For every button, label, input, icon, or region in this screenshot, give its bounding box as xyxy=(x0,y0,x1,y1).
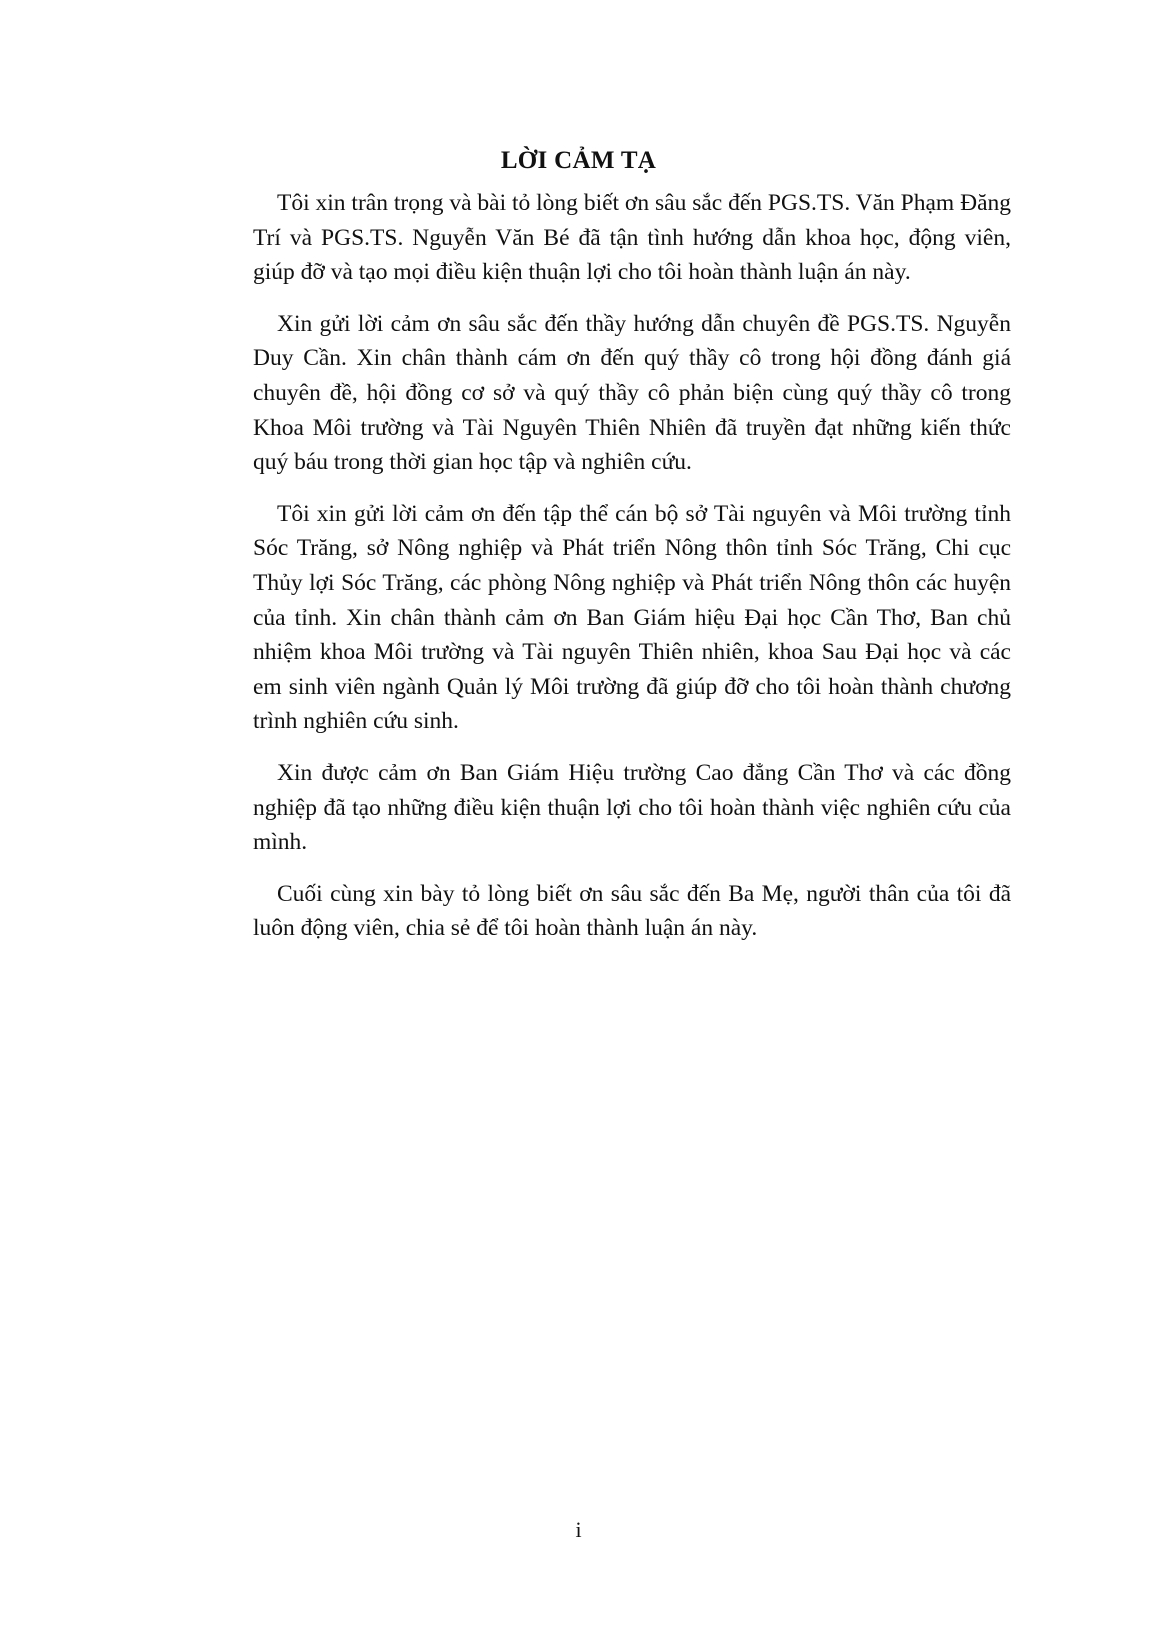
page-number: i xyxy=(575,1517,582,1542)
paragraph-2: Xin gửi lời cảm ơn sâu sắc đến thầy hướng dẫn chuyên đề PGS.TS. Nguyễn Duy Cần. Xin chân thành cám ơn đến quý thầy cô trong hội đồng đánh giá chuyên đề, hội đồng cơ sở và quý thầy cô phản biện cùng quý thầy cô trong Khoa Môi trường và Tài Nguyên Thiên Nhiên đã truyền đạt những kiến thức quý báu trong thời gian học tập và nghiên cứu. xyxy=(253,310,1011,476)
page-title: LỜI CẢM TẠ xyxy=(500,147,657,174)
paragraph-5: Cuối cùng xin bày tỏ lòng biết ơn sâu sắc đến Ba Mẹ, người thân của tôi đã luôn động viên, chia sẻ để tôi hoàn thành luận án này. xyxy=(253,880,1011,942)
body-text xyxy=(253,186,1011,963)
paragraph-3: Tôi xin gửi lời cảm ơn đến tập thể cán bộ sở Tài nguyên và Môi trường tỉnh Sóc Trăng, sở Nông nghiệp và Phát triển Nông thôn tỉnh Sóc Trăng, Chi cục Thủy lợi Sóc Trăng, các phòng Nông nghiệp và Phát triển Nông thôn các huyện của tỉnh. Xin chân thành cảm ơn Ban Giám hiệu Đại học Cần Thơ, Ban chủ nhiệm khoa Môi trường và Tài nguyên Thiên nhiên, khoa Sau Đại học và các em sinh viên ngành Quản lý Môi trường đã giúp đỡ cho tôi hoàn thành chương trình nghiên cứu sinh. xyxy=(253,500,1011,735)
paragraph-1: Tôi xin trân trọng và bài tỏ lòng biết ơn sâu sắc đến PGS.TS. Văn Phạm Đăng Trí và PGS.TS. Nguyễn Văn Bé đã tận tình hướng dẫn khoa học, động viên, giúp đỡ và tạo mọi điều kiện thuận lợi cho tôi hoàn thành luận án này. xyxy=(253,190,1011,286)
paragraph-4: Xin được cảm ơn Ban Giám Hiệu trường Cao đẳng Cần Thơ và các đồng nghiệp đã tạo những điều kiện thuận lợi cho tôi hoàn thành việc nghiên cứu của mình. xyxy=(253,759,1011,856)
